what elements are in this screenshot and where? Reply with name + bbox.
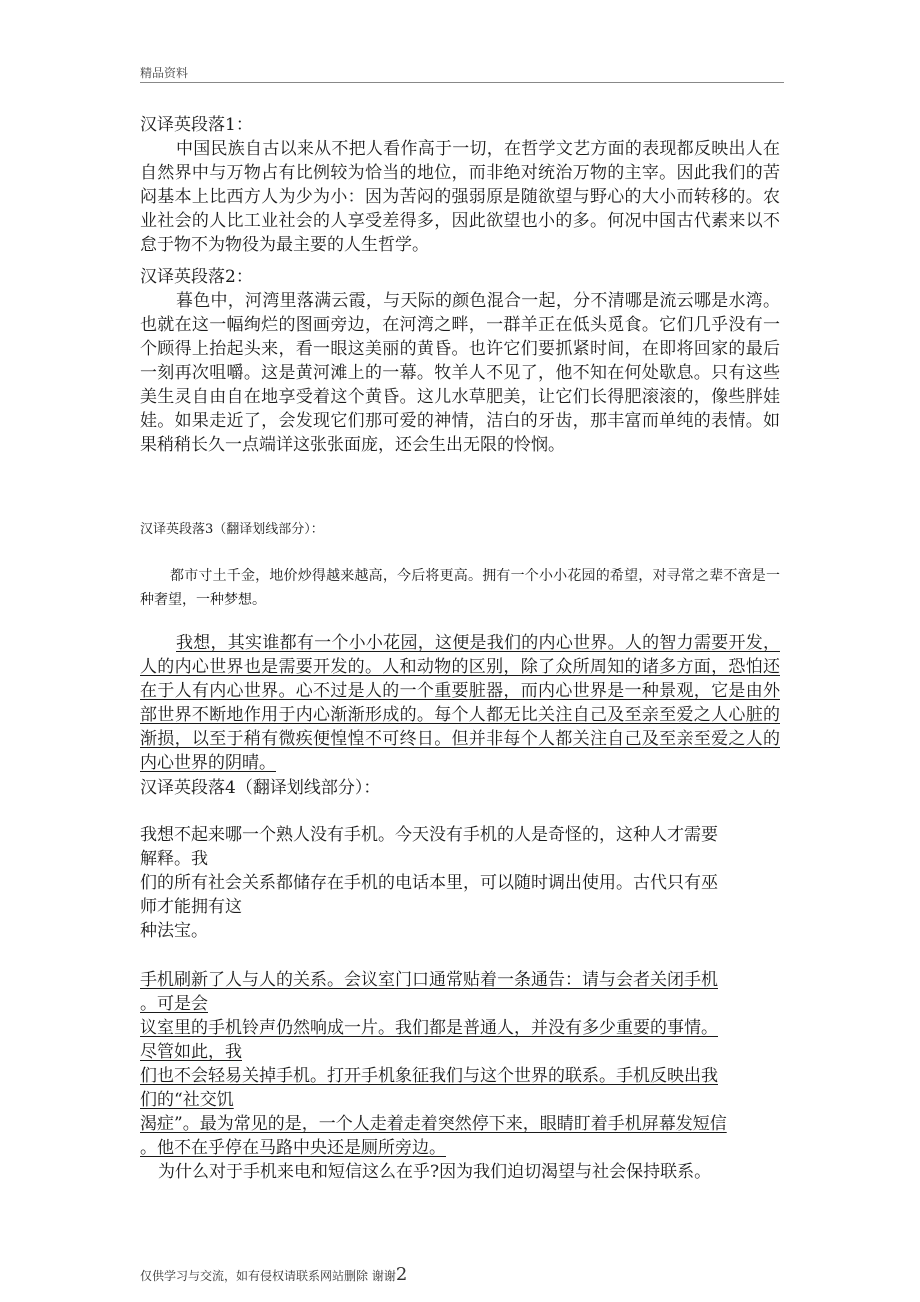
section-2-body: 暮色中，河湾里落满云霞，与天际的颜色混合一起，分不清哪是流云哪是水湾。也就在这一幅绚烂的图画旁边，在河湾之畔，一群羊正在低头觅食。它们几乎没有一个顾得上抬起头来，看一眼这美丽的黄昏。也许它们要抓紧时间，在即将回家的最后一刻再次咀嚼。这是黄河滩上的一幕。牧羊人不见了，他不知在何处歇息。只有这些美生灵自由自在地享受着这个黄昏。这儿水草肥美，让它们长得肥滚滚的，像些胖娃娃。如果走近了，会发现它们那可爱的神情，洁白的牙齿，那丰富而单纯的表情。如果稍稍长久一点端详这张张面庞，还会生出无限的怜悯。 (140, 291, 780, 455)
footer-text: 仅供学习与交流，如有侵权请联系网站删除 谢谢 (140, 1269, 396, 1283)
section-4-underlined (140, 968, 780, 1160)
section-4-underlined-line: 手机刷新了人与人的关系。会议室门口通常贴着一条通告：请与会者关闭手机 (140, 970, 718, 990)
section-2 (140, 265, 780, 457)
section-4-underlined-line: 尽管如此，我 (140, 1042, 242, 1062)
section-4-heading: 汉译英段落4（翻译划线部分）： (140, 778, 381, 798)
document-header-label: 精品资料 (140, 66, 189, 80)
section-3-intro: 都市寸土千金，地价炒得越来越高，今后将更高。拥有一个小小花园的希望，对寻常之辈不啻是一种奢望，一种梦想。 (140, 568, 780, 608)
section-3-underline: 我想，其实谁都有一个小小花园，这便是我们的内心世界。人的智力需要开发，人的内心世界也是需要开发的。人和动物的区别，除了众所周知的诸多方面，恐怕还在于人有内心世界。心不过是人的一个重要脏器，而内心世界是一种景观，它是由外部世界不断地作用于内心渐渐形成的。每个人都无比关注自己及至亲至爱之人心脏的渐损，以至于稍有微疾便惶惶不可终日。但并非每个人都关注自己及至亲至爱之人的内心世界的阴晴。 (140, 633, 780, 773)
section-4-plain-line: 我想不起来哪一个熟人没有手机。今天没有手机的人是奇怪的，这种人才需要 (140, 825, 718, 845)
section-2-heading: 汉译英段落2： (140, 267, 253, 287)
section-4-underlined-line: 。他不在乎停在马路中央还是厕所旁边。 (140, 1138, 446, 1158)
section-3-underlined-text (140, 631, 780, 775)
section-4-underlined-line: 们的“社交饥 (140, 1090, 234, 1110)
section-4-plain (140, 823, 780, 943)
page-number: 2 (395, 1264, 408, 1285)
section-4-heading-block (140, 776, 780, 800)
section-4-closing-block (140, 1160, 780, 1184)
section-3-heading: 汉译英段落3（翻译划线部分）： (140, 522, 324, 537)
page-footer (140, 1264, 407, 1285)
section-4-underlined-line: 们也不会轻易关掉手机。打开手机象征我们与这个世界的联系。手机反映出我 (140, 1066, 718, 1086)
section-1-heading: 汉译英段落1： (140, 115, 253, 135)
section-4-plain-line: 师才能拥有这 (140, 897, 242, 917)
section-4-underlined-line: 渴症”。最为常见的是，一个人走着走着突然停下来，眼睛盯着手机屏幕发短信 (140, 1114, 727, 1134)
section-3 (140, 520, 780, 540)
section-4-plain-line: 种法宝。 (140, 921, 208, 941)
section-4-plain-line: 们的所有社会关系都储存在手机的电话本里，可以随时调出使用。古代只有巫 (140, 873, 718, 893)
section-4-underlined-line: 。可是会 (140, 994, 208, 1014)
section-4-closing: 为什么对于手机来电和短信这么在乎?因为我们迫切渴望与社会保持联系。 (158, 1162, 712, 1182)
section-1-body: 中国民族自古以来从不把人看作高于一切，在哲学文艺方面的表现都反映出人在自然界中与万物占有比例较为恰当的地位，而非绝对统治万物的主宰。因此我们的苦闷基本上比西方人为少为小：因为苦闷的强弱原是随欲望与野心的大小而转移的。农业社会的人比工业社会的人享受差得多，因此欲望也小的多。何况中国古代素来以不怠于物不为物役为最主要的人生哲学。 (140, 139, 780, 255)
section-1 (140, 113, 780, 257)
section-4-plain-line: 解释。我 (140, 849, 208, 869)
section-3-underlined-block (140, 631, 780, 775)
header-rule (140, 82, 784, 83)
section-3-intro-block (140, 564, 780, 612)
section-4-underlined-line: 议室里的手机铃声仍然响成一片。我们都是普通人，并没有多少重要的事情。 (140, 1018, 718, 1038)
